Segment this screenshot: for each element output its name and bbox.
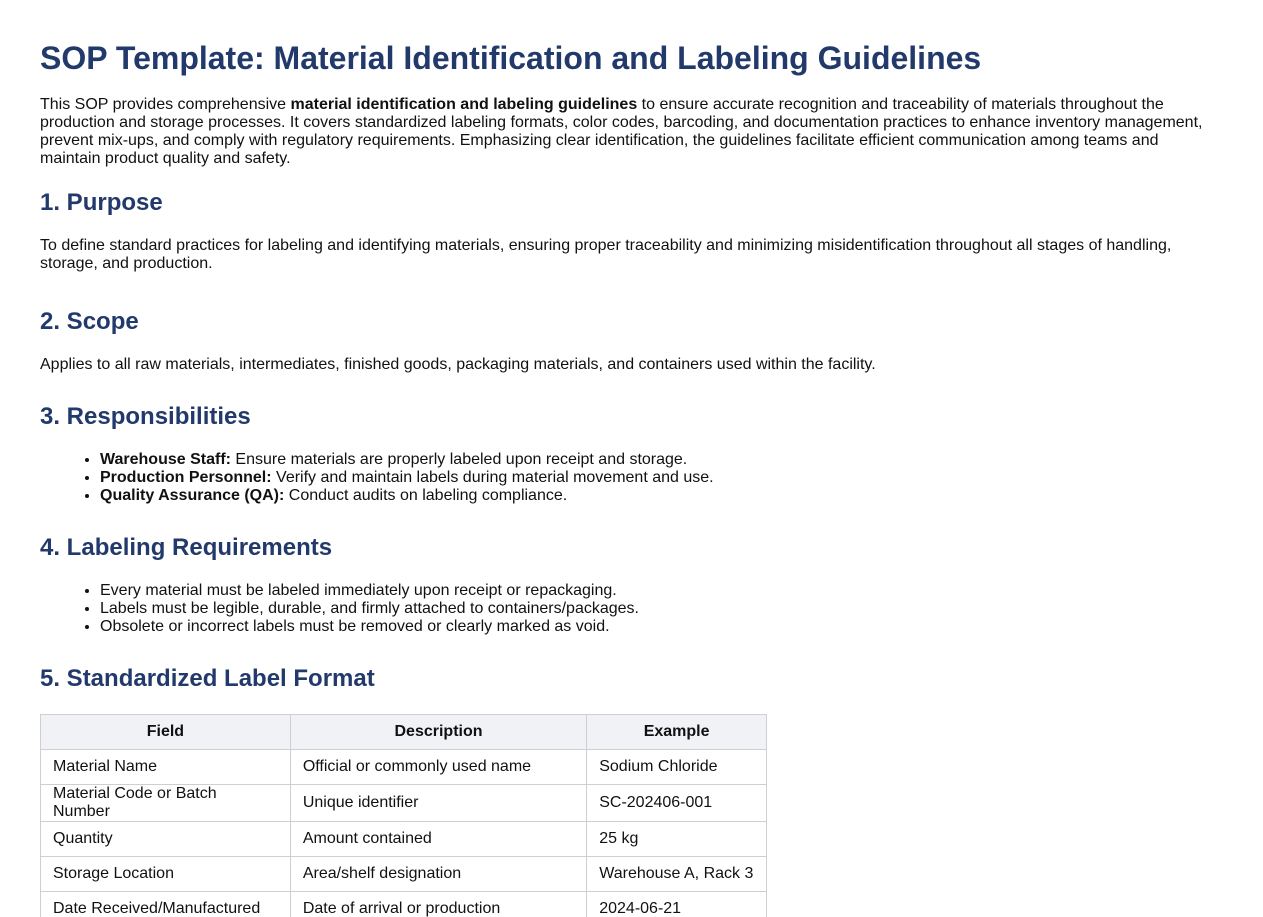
- table-row: [41, 857, 767, 892]
- role-description: Verify and maintain labels during material movement and use.: [271, 469, 714, 486]
- example-cell: SC-202406-001: [587, 785, 767, 822]
- list-item: • Labels must be legible, durable, and firmly attached to containers/packages.: [100, 600, 1223, 618]
- purpose-heading: 1. Purpose: [40, 189, 163, 216]
- field-cell: Quantity: [41, 822, 291, 857]
- table-header-row: [41, 715, 767, 750]
- table-row: [41, 750, 767, 785]
- scope-heading: 2. Scope: [40, 308, 139, 335]
- page-title: SOP Template: Material Identification and Labeling Guidelines: [40, 40, 982, 76]
- label-format-table: [40, 714, 767, 917]
- column-header-description: Description: [290, 715, 586, 750]
- purpose-text: To define standard practices for labeling and identifying materials, ensuring proper traceability and minimizing misidentification throughout all stages of handling, storage, and production.: [40, 237, 1172, 272]
- intro-text-end: to ensure accurate recognition and traceability of materials throughout the production and storage processes. It covers standardized labeling formats, color codes, barcoding, and documentation practices to enhance inventory management, prevent mix-ups, and comply with regulatory requirements. Emphasizing clear identification, the guidelines facilitate efficient communication among teams and maintain product quality and safety.: [40, 96, 1203, 167]
- table-row: [41, 785, 767, 822]
- role-description: Ensure materials are properly labeled upon receipt and storage.: [230, 451, 688, 468]
- field-cell: Material Code or Batch Number: [41, 785, 291, 822]
- description-cell: Area/shelf designation: [290, 857, 586, 892]
- description-cell: Official or commonly used name: [290, 750, 586, 785]
- description-cell: Date of arrival or production: [290, 892, 586, 917]
- list-item: • Every material must be labeled immediately upon receipt or repackaging.: [100, 582, 1223, 600]
- example-cell: Warehouse A, Rack 3: [587, 857, 767, 892]
- table-row: [41, 822, 767, 857]
- label-format-heading: 5. Standardized Label Format: [40, 665, 375, 692]
- list-item: [100, 469, 1223, 487]
- scope-text: Applies to all raw materials, intermediates, finished goods, packaging materials, and containers used within the facility.: [40, 356, 876, 373]
- intro-paragraph: [40, 96, 1220, 168]
- list-item: [100, 487, 1223, 505]
- example-cell: 2024-06-21: [587, 892, 767, 917]
- role-label: Production Personnel:: [100, 469, 272, 486]
- field-cell: Storage Location: [41, 857, 291, 892]
- role-label: Warehouse Staff:: [100, 451, 231, 468]
- table-row: [41, 892, 767, 917]
- responsibilities-list: [40, 451, 1223, 505]
- intro-text-start: This SOP provides comprehensive: [40, 96, 291, 113]
- requirements-list: [40, 582, 1223, 636]
- intro-bold-text: material identification and labeling guidelines: [290, 96, 638, 113]
- list-item: [100, 451, 1223, 469]
- role-description: Conduct audits on labeling compliance.: [284, 487, 568, 504]
- responsibilities-heading: 3. Responsibilities: [40, 403, 251, 430]
- example-cell: Sodium Chloride: [587, 750, 767, 785]
- role-label: Quality Assurance (QA):: [100, 487, 285, 504]
- field-cell: Material Name: [41, 750, 291, 785]
- description-cell: Amount contained: [290, 822, 586, 857]
- field-cell: Date Received/Manufactured: [41, 892, 291, 917]
- column-header-example: Example: [587, 715, 767, 750]
- description-cell: Unique identifier: [290, 785, 586, 822]
- requirements-heading: 4. Labeling Requirements: [40, 534, 333, 561]
- column-header-field: Field: [41, 715, 291, 750]
- list-item: • Obsolete or incorrect labels must be removed or clearly marked as void.: [100, 618, 1223, 636]
- example-cell: 25 kg: [587, 822, 767, 857]
